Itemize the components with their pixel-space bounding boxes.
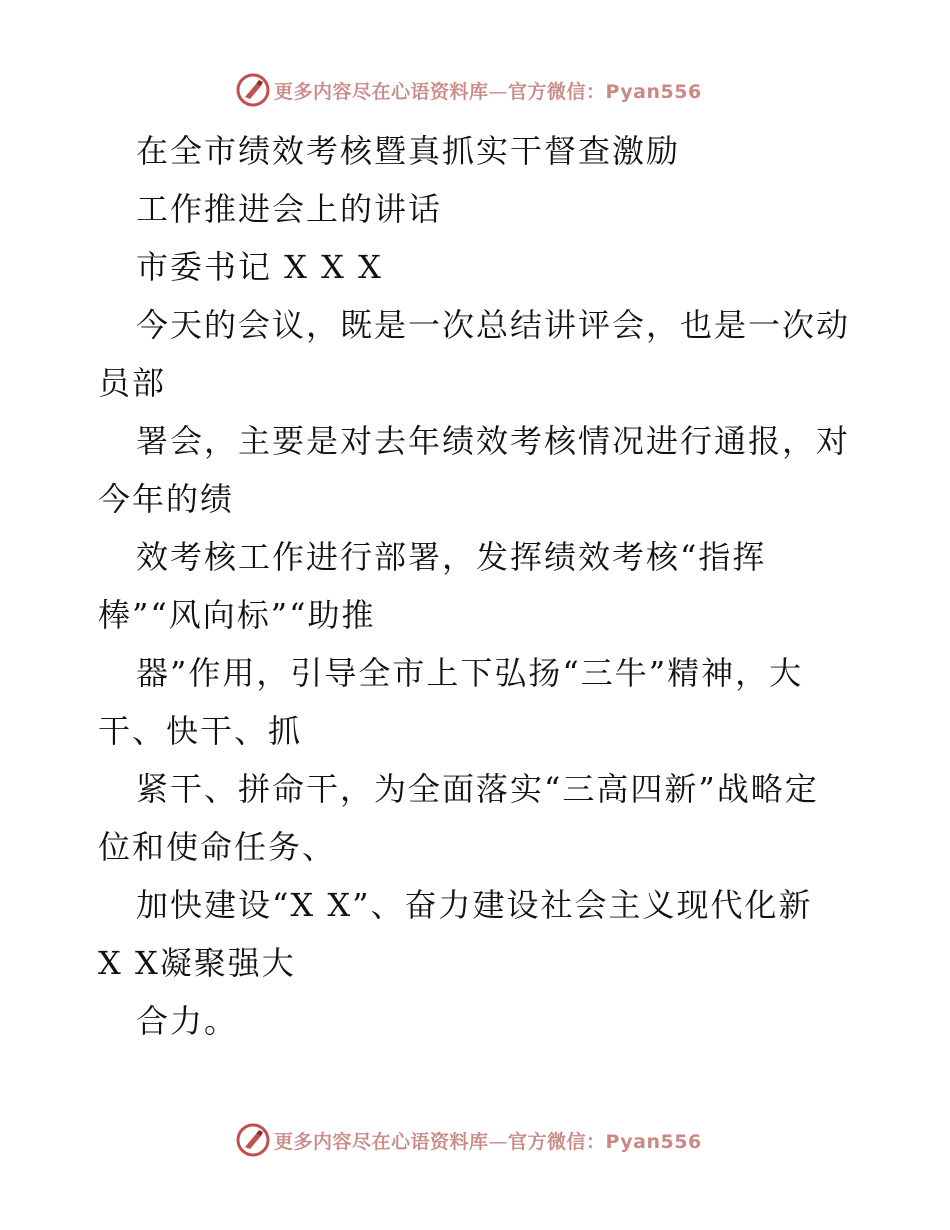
text-line: 今天的会议，既是一次总结讲评会，也是一次动	[136, 306, 851, 344]
text-line: 效考核工作进行部署，发挥绩效考核“指挥	[136, 538, 767, 576]
banner-title: 更多内容尽在心语资料库	[274, 1130, 489, 1153]
text-line: 在全市绩效考核暨真抓实干督查激励	[136, 132, 681, 170]
text-line: 紧干、拼命干，为全面落实“三高四新”战略定	[136, 770, 819, 808]
document-body	[98, 122, 858, 1050]
logo-icon	[236, 73, 270, 107]
text-line: 市委书记 X X X	[136, 248, 383, 286]
logo-icon	[236, 1123, 270, 1157]
text-line: 员部	[98, 364, 167, 402]
footer-watermark	[236, 1122, 702, 1158]
text-line: 干、快干、抓	[98, 712, 303, 750]
text-line: 合力。	[136, 1002, 239, 1040]
text-line: 棒”“风向标”“助推	[98, 596, 376, 634]
text-line: X X凝聚强大	[98, 944, 296, 982]
text-line: 加快建设“X X”、奋力建设社会主义现代化新	[136, 886, 813, 924]
banner-contact: 官方微信：Pyan556	[508, 1130, 702, 1153]
text-line: 工作推进会上的讲话	[136, 190, 443, 228]
banner-title: 更多内容尽在心语资料库	[274, 80, 489, 103]
text-line: 器”作用，引导全市上下弘扬“三牛”精神，大	[136, 654, 804, 692]
header-watermark	[236, 72, 702, 108]
banner-contact: 官方微信：Pyan556	[508, 80, 702, 103]
banner-separator: —	[488, 80, 509, 103]
text-line: 位和使命任务、	[98, 828, 337, 866]
text-line: 署会，主要是对去年绩效考核情况进行通报，对	[136, 422, 851, 460]
text-line: 今年的绩	[98, 480, 235, 518]
banner-separator: —	[488, 1130, 509, 1153]
